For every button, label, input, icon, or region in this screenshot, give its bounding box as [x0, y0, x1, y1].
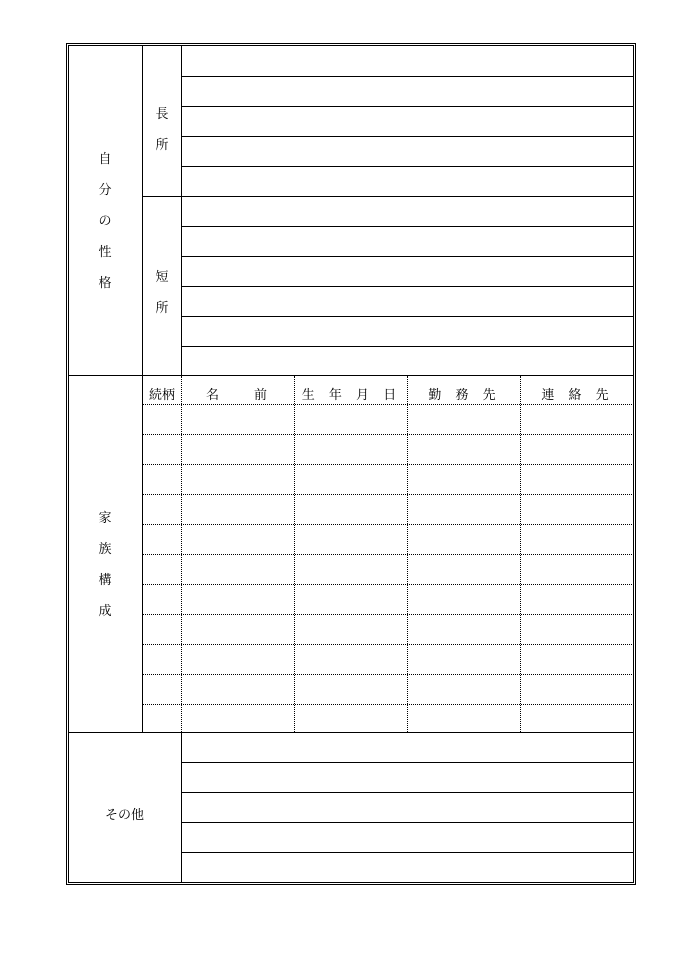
family-cell-workplace[interactable] [408, 405, 520, 433]
family-cell-contact[interactable] [521, 645, 633, 673]
family-cell-contact[interactable] [521, 405, 633, 433]
other-entry[interactable] [183, 763, 632, 791]
other-entry[interactable] [183, 853, 632, 881]
family-cell-workplace[interactable] [408, 615, 520, 643]
family-cell-name[interactable] [182, 705, 294, 733]
other-entry[interactable] [183, 793, 632, 821]
family-cell-birthdate[interactable] [295, 675, 407, 703]
weaknesses-entry[interactable] [183, 257, 632, 285]
family-cell-birthdate[interactable] [295, 705, 407, 733]
family-cell-workplace[interactable] [408, 555, 520, 583]
family-section-label: 家族構成 [98, 511, 112, 619]
family-col-contact: 連 絡 先 [541, 388, 614, 403]
family-cell-relation[interactable] [143, 675, 181, 703]
weaknesses-entry[interactable] [183, 287, 632, 315]
strengths-entry[interactable] [183, 47, 632, 75]
family-cell-workplace[interactable] [408, 465, 520, 493]
family-cell-birthdate[interactable] [295, 525, 407, 553]
family-cell-name[interactable] [182, 585, 294, 613]
family-cell-birthdate[interactable] [295, 615, 407, 643]
other-entry[interactable] [183, 823, 632, 851]
family-cell-birthdate[interactable] [295, 405, 407, 433]
family-cell-name[interactable] [182, 435, 294, 463]
family-cell-relation[interactable] [143, 585, 181, 613]
family-cell-contact[interactable] [521, 435, 633, 463]
strengths-entry[interactable] [183, 107, 632, 135]
family-cell-name[interactable] [182, 615, 294, 643]
family-cell-contact[interactable] [521, 465, 633, 493]
family-cell-birthdate[interactable] [295, 495, 407, 523]
family-cell-birthdate[interactable] [295, 555, 407, 583]
weaknesses-entry[interactable] [183, 317, 632, 345]
family-cell-workplace[interactable] [408, 675, 520, 703]
family-cell-name[interactable] [182, 465, 294, 493]
family-cell-workplace[interactable] [408, 495, 520, 523]
family-cell-relation[interactable] [143, 405, 181, 433]
personality-section-label: 自分の性格 [98, 152, 112, 291]
divider-personality-family [68, 375, 634, 376]
family-col-workplace: 勤 務 先 [428, 388, 501, 403]
family-cell-relation[interactable] [143, 465, 181, 493]
family-cell-name[interactable] [182, 675, 294, 703]
family-cell-birthdate[interactable] [295, 465, 407, 493]
weaknesses-entry[interactable] [183, 197, 632, 225]
family-cell-name[interactable] [182, 525, 294, 553]
weaknesses-entry[interactable] [183, 347, 632, 374]
family-cell-birthdate[interactable] [295, 435, 407, 463]
family-cell-relation[interactable] [143, 495, 181, 523]
divider-other-left [181, 733, 182, 882]
family-cell-relation[interactable] [143, 615, 181, 643]
family-cell-name[interactable] [182, 555, 294, 583]
family-cell-birthdate[interactable] [295, 645, 407, 673]
family-cell-workplace[interactable] [408, 705, 520, 733]
weaknesses-label: 短所 [155, 270, 169, 316]
strengths-entry[interactable] [183, 137, 632, 165]
strengths-entry[interactable] [183, 167, 632, 195]
family-cell-workplace[interactable] [408, 585, 520, 613]
family-cell-relation[interactable] [143, 435, 181, 463]
family-cell-relation[interactable] [143, 525, 181, 553]
family-cell-name[interactable] [182, 645, 294, 673]
family-cell-contact[interactable] [521, 555, 633, 583]
family-col-name: 名 前 [205, 388, 270, 403]
divider-content-left [181, 46, 182, 376]
family-cell-relation[interactable] [143, 555, 181, 583]
family-cell-contact[interactable] [521, 705, 633, 733]
strengths-label: 長所 [155, 107, 169, 153]
family-cell-workplace[interactable] [408, 525, 520, 553]
other-entry[interactable] [183, 734, 632, 761]
family-cell-contact[interactable] [521, 615, 633, 643]
family-cell-workplace[interactable] [408, 645, 520, 673]
family-cell-contact[interactable] [521, 495, 633, 523]
family-col-birthdate: 生 年 月 日 [301, 388, 402, 403]
family-cell-name[interactable] [182, 405, 294, 433]
family-cell-contact[interactable] [521, 585, 633, 613]
strengths-entry[interactable] [183, 77, 632, 105]
family-cell-contact[interactable] [521, 525, 633, 553]
family-col-relation: 続柄 [148, 388, 175, 403]
family-cell-contact[interactable] [521, 675, 633, 703]
family-cell-name[interactable] [182, 495, 294, 523]
weaknesses-entry[interactable] [183, 227, 632, 255]
family-cell-relation[interactable] [143, 645, 181, 673]
family-cell-relation[interactable] [143, 705, 181, 733]
other-section-label: その他 [104, 808, 144, 823]
family-cell-workplace[interactable] [408, 435, 520, 463]
family-cell-birthdate[interactable] [295, 585, 407, 613]
